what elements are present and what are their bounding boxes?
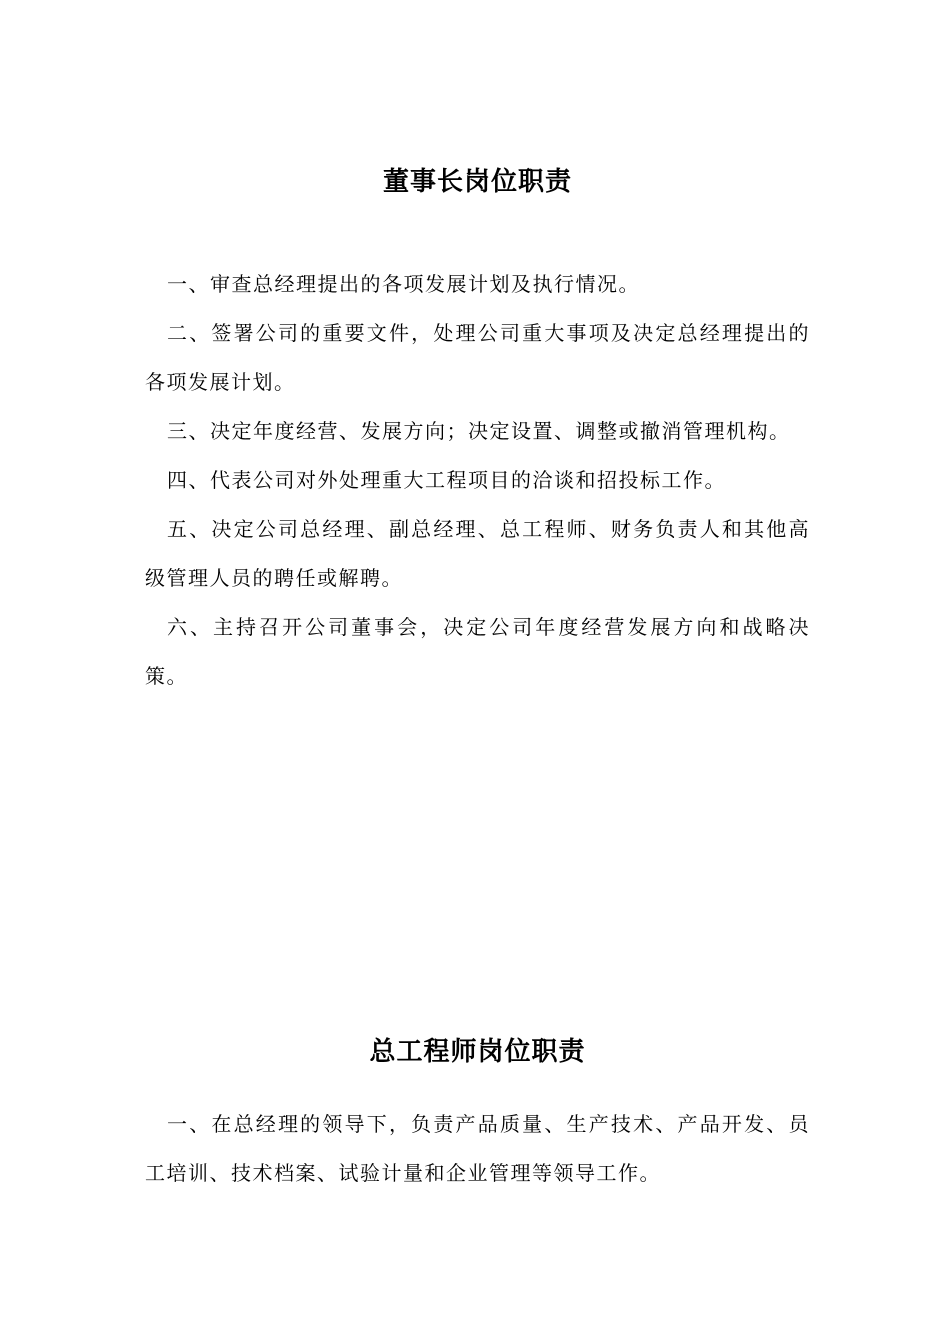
duty-item: 四、代表公司对外处理重大工程项目的洽谈和招投标工作。 <box>167 468 726 492</box>
chief-engineer-duties-section <box>145 1030 810 1198</box>
chairman-duties-section <box>145 160 810 701</box>
duty-item: 三、决定年度经营、发展方向；决定设置、调整或撤消管理机构。 <box>167 419 791 443</box>
duty-item: 五、决定公司总经理、副总经理、总工程师、财务负责人和其他高级管理人员的聘任或解聘。 <box>145 517 810 590</box>
duty-item: 六、主持召开公司董事会，决定公司年度经营发展方向和战略决策。 <box>145 615 810 688</box>
section-title: 总工程师岗位职责 <box>369 1037 586 1067</box>
section-title: 董事长岗位职责 <box>382 167 572 197</box>
duty-item: 二、签署公司的重要文件，处理公司重大事项及决定总经理提出的各项发展计划。 <box>145 321 810 394</box>
duty-item: 一、在总经理的领导下，负责产品质量、生产技术、产品开发、员工培训、技术档案、试验计量和企业管理等领导工作。 <box>145 1112 810 1185</box>
duty-item: 一、审查总经理提出的各项发展计划及执行情况。 <box>167 272 640 296</box>
